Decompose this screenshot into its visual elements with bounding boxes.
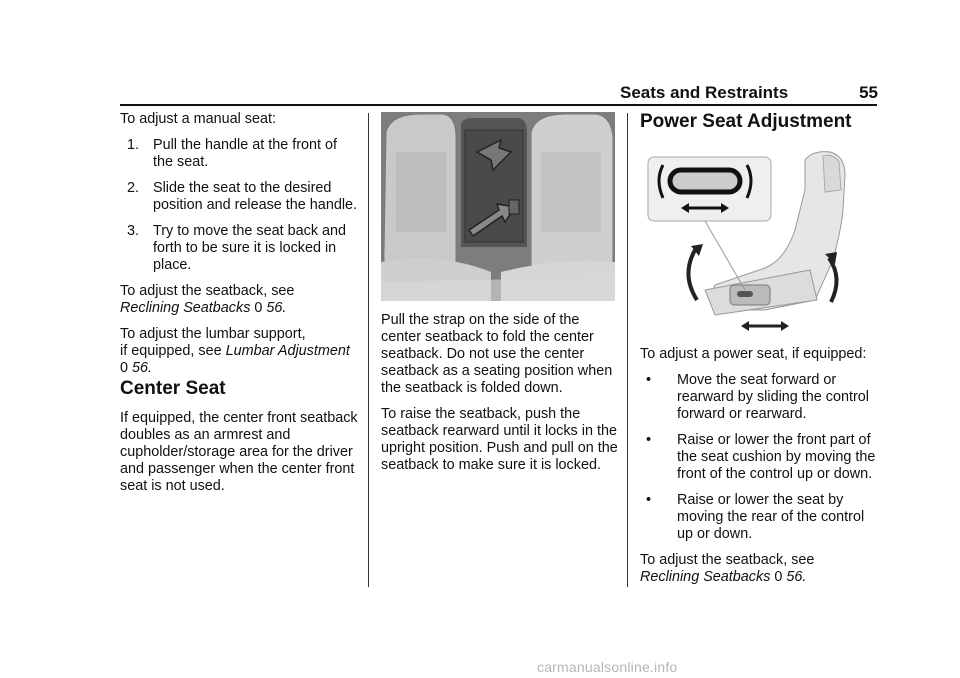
lumbar-reference: To adjust the lumbar support, if equipped, see Lumbar Adjustment 0 56. (120, 326, 350, 376)
fold-instructions: Pull the strap on the side of the center seatback to fold the center seatback. Do not use the center seatback as a seating position when the seatback is folded down. (381, 312, 613, 396)
center-seat-text-block (120, 410, 360, 504)
recline-link-right[interactable]: Reclining Seatbacks (640, 569, 771, 585)
section-title: Seats and Restraints (620, 83, 789, 102)
header-rule (120, 104, 877, 106)
watermark: carmanualsonline.info (537, 659, 678, 675)
bullet-item: • Raise or lower the seat by moving the rear of the control up or down. (646, 492, 865, 542)
lumbar-link[interactable]: Lumbar Adjustment (225, 343, 350, 359)
step-item: 2. Slide the seat to the desired position and release the handle. (127, 180, 358, 213)
page-ref-arrow-icon: 0 (120, 360, 129, 376)
power-seat-illustration (645, 150, 875, 335)
left-column (120, 111, 360, 386)
page-ref-arrow-icon: 0 (774, 569, 783, 585)
step-item: 1. Pull the handle at the front of the seat. (127, 137, 338, 170)
power-seat-heading: Power Seat Adjustment (640, 111, 852, 132)
recline-reference-right: To adjust the seatback, see Reclining Seatbacks 0 56. (640, 552, 815, 585)
bullet-item: • Raise or lower the front part of the seat cushion by moving the front of the control up or down. (646, 432, 876, 482)
column-divider-left (368, 113, 369, 587)
manual-seat-intro: To adjust a manual seat: (120, 111, 276, 127)
recline-link[interactable]: Reclining Seatbacks (120, 300, 251, 316)
power-seat-intro: To adjust a power seat, if equipped: (640, 346, 867, 362)
raise-instructions: To raise the seatback, push the seatback rearward until it locks in the upright position. Push and pull on the seatback to make sure it is locked. (381, 406, 618, 473)
column-divider-right (627, 113, 628, 587)
page-header (620, 83, 878, 105)
page-number: 55 (859, 83, 878, 102)
middle-column (381, 312, 619, 483)
page-ref-arrow-icon: 0 (254, 300, 263, 316)
bullet-item: • Move the seat forward or rearward by sliding the control forward or rearward. (646, 372, 869, 422)
recline-reference: To adjust the seatback, see Reclining Seatbacks 0 56. (120, 283, 295, 316)
power-seat-bullets (640, 372, 880, 543)
manual-seat-steps (120, 137, 360, 274)
center-seat-text: If equipped, the center front seatback doubles as an armrest and cupholder/storage area for the driver and passenger when the center front seat is not used. (120, 410, 358, 494)
center-seat-heading: Center Seat (120, 378, 226, 399)
center-seat-illustration (381, 112, 615, 301)
right-column (640, 346, 880, 595)
step-item: 3. Try to move the seat back and forth to be sure it is locked in place. (127, 223, 347, 273)
